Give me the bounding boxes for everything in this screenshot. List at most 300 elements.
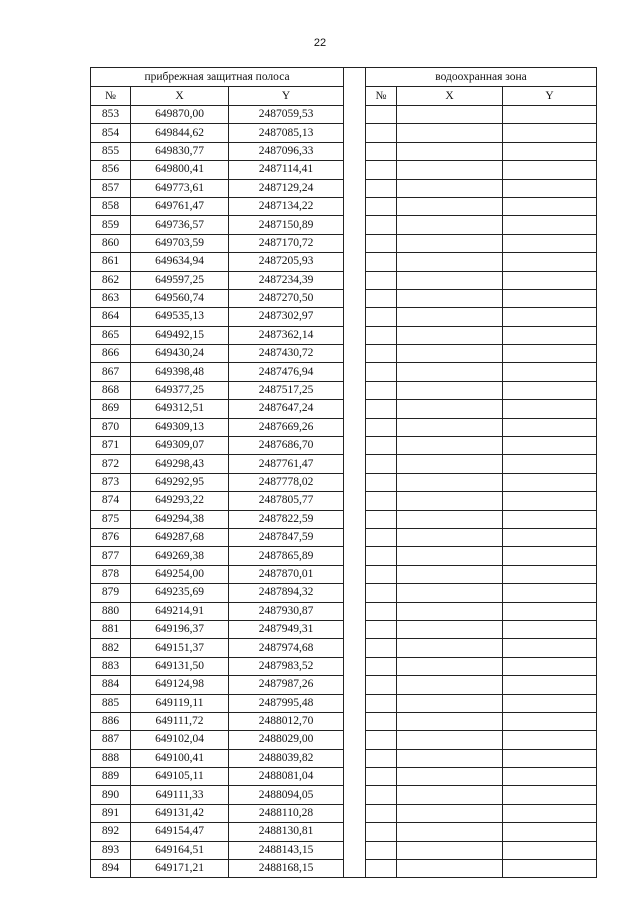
empty-x-cell [397, 179, 503, 197]
right-header-y: Y [503, 87, 597, 106]
empty-x-cell [397, 161, 503, 179]
column-separator [344, 860, 366, 878]
table-row [91, 712, 597, 730]
empty-y-cell [503, 345, 597, 363]
empty-x-cell [397, 749, 503, 767]
empty-x-cell [397, 768, 503, 786]
empty-x-cell [397, 473, 503, 491]
table-row [91, 381, 597, 399]
empty-y-cell [503, 197, 597, 215]
point-number-cell: 893 [91, 841, 131, 859]
y-coordinate-cell: 2487085,13 [229, 124, 344, 142]
empty-number-cell [366, 437, 397, 455]
table-row [91, 197, 597, 215]
column-separator [344, 418, 366, 436]
point-number-cell: 875 [91, 510, 131, 528]
point-number-cell: 885 [91, 694, 131, 712]
y-coordinate-cell: 2487129,24 [229, 179, 344, 197]
y-coordinate-cell: 2488094,05 [229, 786, 344, 804]
x-coordinate-cell: 649298,43 [131, 455, 229, 473]
y-coordinate-cell: 2487847,59 [229, 528, 344, 546]
empty-y-cell [503, 381, 597, 399]
x-coordinate-cell: 649773,61 [131, 179, 229, 197]
right-header-x: X [397, 87, 503, 106]
empty-y-cell [503, 804, 597, 822]
table-row [91, 676, 597, 694]
empty-number-cell [366, 308, 397, 326]
table-row [91, 584, 597, 602]
y-coordinate-cell: 2488168,15 [229, 860, 344, 878]
empty-y-cell [503, 326, 597, 344]
empty-x-cell [397, 437, 503, 455]
x-coordinate-cell: 649703,59 [131, 234, 229, 252]
x-coordinate-cell: 649634,94 [131, 253, 229, 271]
point-number-cell: 853 [91, 106, 131, 124]
table-row [91, 179, 597, 197]
empty-y-cell [503, 216, 597, 234]
empty-number-cell [366, 584, 397, 602]
table-row [91, 455, 597, 473]
table-row [91, 492, 597, 510]
table-row [91, 289, 597, 307]
y-coordinate-cell: 2487270,50 [229, 289, 344, 307]
y-coordinate-cell: 2487134,22 [229, 197, 344, 215]
table-row [91, 768, 597, 786]
empty-number-cell [366, 492, 397, 510]
empty-x-cell [397, 216, 503, 234]
empty-x-cell [397, 197, 503, 215]
empty-number-cell [366, 676, 397, 694]
point-number-cell: 860 [91, 234, 131, 252]
column-header-row [91, 87, 597, 106]
x-coordinate-cell: 649293,22 [131, 492, 229, 510]
empty-number-cell [366, 528, 397, 546]
empty-y-cell [503, 271, 597, 289]
empty-y-cell [503, 528, 597, 546]
point-number-cell: 868 [91, 381, 131, 399]
empty-number-cell [366, 253, 397, 271]
empty-number-cell [366, 271, 397, 289]
y-coordinate-cell: 2487302,97 [229, 308, 344, 326]
y-coordinate-cell: 2487362,14 [229, 326, 344, 344]
column-separator [344, 253, 366, 271]
column-separator [344, 289, 366, 307]
point-number-cell: 865 [91, 326, 131, 344]
empty-number-cell [366, 326, 397, 344]
column-separator [344, 87, 366, 106]
empty-number-cell [366, 768, 397, 786]
column-separator [344, 547, 366, 565]
table-row [91, 142, 597, 160]
y-coordinate-cell: 2488012,70 [229, 712, 344, 730]
empty-number-cell [366, 455, 397, 473]
column-separator [344, 308, 366, 326]
point-number-cell: 882 [91, 639, 131, 657]
column-separator [344, 768, 366, 786]
empty-x-cell [397, 455, 503, 473]
column-separator [344, 657, 366, 675]
x-coordinate-cell: 649151,37 [131, 639, 229, 657]
column-separator [344, 106, 366, 124]
x-coordinate-cell: 649560,74 [131, 289, 229, 307]
x-coordinate-cell: 649196,37 [131, 620, 229, 638]
empty-y-cell [503, 694, 597, 712]
column-separator [344, 823, 366, 841]
right-section-title: водоохранная зона [366, 68, 597, 87]
empty-x-cell [397, 400, 503, 418]
table-row [91, 418, 597, 436]
x-coordinate-cell: 649597,25 [131, 271, 229, 289]
point-number-cell: 894 [91, 860, 131, 878]
empty-number-cell [366, 124, 397, 142]
x-coordinate-cell: 649102,04 [131, 731, 229, 749]
empty-x-cell [397, 345, 503, 363]
point-number-cell: 862 [91, 271, 131, 289]
empty-number-cell [366, 400, 397, 418]
empty-number-cell [366, 804, 397, 822]
empty-x-cell [397, 418, 503, 436]
empty-number-cell [366, 510, 397, 528]
empty-x-cell [397, 381, 503, 399]
column-separator [344, 565, 366, 583]
x-coordinate-cell: 649430,24 [131, 345, 229, 363]
x-coordinate-cell: 649736,57 [131, 216, 229, 234]
x-coordinate-cell: 649535,13 [131, 308, 229, 326]
column-separator [344, 804, 366, 822]
empty-y-cell [503, 492, 597, 510]
column-separator [344, 197, 366, 215]
x-coordinate-cell: 649154,47 [131, 823, 229, 841]
y-coordinate-cell: 2487647,24 [229, 400, 344, 418]
empty-number-cell [366, 216, 397, 234]
table-row [91, 860, 597, 878]
x-coordinate-cell: 649254,00 [131, 565, 229, 583]
x-coordinate-cell: 649111,72 [131, 712, 229, 730]
empty-x-cell [397, 234, 503, 252]
empty-y-cell [503, 473, 597, 491]
table-row [91, 804, 597, 822]
x-coordinate-cell: 649800,41 [131, 161, 229, 179]
y-coordinate-cell: 2488029,00 [229, 731, 344, 749]
left-header-y: Y [229, 87, 344, 106]
point-number-cell: 887 [91, 731, 131, 749]
empty-y-cell [503, 124, 597, 142]
x-coordinate-cell: 649292,95 [131, 473, 229, 491]
point-number-cell: 892 [91, 823, 131, 841]
empty-y-cell [503, 860, 597, 878]
point-number-cell: 867 [91, 363, 131, 381]
empty-x-cell [397, 584, 503, 602]
table-row [91, 363, 597, 381]
table-row [91, 547, 597, 565]
column-separator [344, 731, 366, 749]
empty-x-cell [397, 253, 503, 271]
empty-x-cell [397, 271, 503, 289]
x-coordinate-cell: 649269,38 [131, 547, 229, 565]
x-coordinate-cell: 649870,00 [131, 106, 229, 124]
table-row [91, 216, 597, 234]
empty-y-cell [503, 308, 597, 326]
column-separator [344, 68, 366, 87]
point-number-cell: 888 [91, 749, 131, 767]
y-coordinate-cell: 2487949,31 [229, 620, 344, 638]
point-number-cell: 863 [91, 289, 131, 307]
empty-x-cell [397, 786, 503, 804]
x-coordinate-cell: 649830,77 [131, 142, 229, 160]
point-number-cell: 878 [91, 565, 131, 583]
point-number-cell: 854 [91, 124, 131, 142]
empty-number-cell [366, 418, 397, 436]
table-row [91, 437, 597, 455]
empty-x-cell [397, 289, 503, 307]
table-row [91, 657, 597, 675]
empty-y-cell [503, 363, 597, 381]
x-coordinate-cell: 649312,51 [131, 400, 229, 418]
column-separator [344, 234, 366, 252]
empty-x-cell [397, 639, 503, 657]
empty-y-cell [503, 786, 597, 804]
x-coordinate-cell: 649492,15 [131, 326, 229, 344]
empty-y-cell [503, 676, 597, 694]
empty-number-cell [366, 547, 397, 565]
point-number-cell: 870 [91, 418, 131, 436]
empty-x-cell [397, 547, 503, 565]
empty-y-cell [503, 841, 597, 859]
empty-y-cell [503, 712, 597, 730]
x-coordinate-cell: 649235,69 [131, 584, 229, 602]
left-section-title: прибрежная защитная полоса [91, 68, 344, 87]
x-coordinate-cell: 649761,47 [131, 197, 229, 215]
empty-x-cell [397, 823, 503, 841]
table-row [91, 308, 597, 326]
empty-x-cell [397, 565, 503, 583]
x-coordinate-cell: 649131,50 [131, 657, 229, 675]
empty-y-cell [503, 161, 597, 179]
table-row [91, 400, 597, 418]
column-separator [344, 161, 366, 179]
point-number-cell: 864 [91, 308, 131, 326]
column-separator [344, 381, 366, 399]
column-separator [344, 492, 366, 510]
x-coordinate-cell: 649100,41 [131, 749, 229, 767]
y-coordinate-cell: 2487894,32 [229, 584, 344, 602]
empty-y-cell [503, 400, 597, 418]
right-header-number: № [366, 87, 397, 106]
table-row [91, 345, 597, 363]
point-number-cell: 869 [91, 400, 131, 418]
empty-y-cell [503, 768, 597, 786]
y-coordinate-cell: 2487059,53 [229, 106, 344, 124]
x-coordinate-cell: 649287,68 [131, 528, 229, 546]
table-row [91, 841, 597, 859]
y-coordinate-cell: 2488110,28 [229, 804, 344, 822]
column-separator [344, 676, 366, 694]
table-row [91, 326, 597, 344]
column-separator [344, 749, 366, 767]
column-separator [344, 620, 366, 638]
section-header-row [91, 68, 597, 87]
y-coordinate-cell: 2488039,82 [229, 749, 344, 767]
column-separator [344, 510, 366, 528]
point-number-cell: 877 [91, 547, 131, 565]
empty-y-cell [503, 823, 597, 841]
empty-x-cell [397, 676, 503, 694]
y-coordinate-cell: 2487686,70 [229, 437, 344, 455]
column-separator [344, 326, 366, 344]
empty-x-cell [397, 804, 503, 822]
y-coordinate-cell: 2488143,15 [229, 841, 344, 859]
empty-x-cell [397, 712, 503, 730]
y-coordinate-cell: 2487974,68 [229, 639, 344, 657]
empty-number-cell [366, 473, 397, 491]
empty-x-cell [397, 528, 503, 546]
empty-number-cell [366, 234, 397, 252]
y-coordinate-cell: 2487778,02 [229, 473, 344, 491]
empty-y-cell [503, 620, 597, 638]
empty-y-cell [503, 289, 597, 307]
empty-number-cell [366, 712, 397, 730]
empty-y-cell [503, 749, 597, 767]
table-row [91, 694, 597, 712]
empty-y-cell [503, 418, 597, 436]
x-coordinate-cell: 649119,11 [131, 694, 229, 712]
x-coordinate-cell: 649398,48 [131, 363, 229, 381]
y-coordinate-cell: 2487476,94 [229, 363, 344, 381]
column-separator [344, 712, 366, 730]
table-row [91, 510, 597, 528]
point-number-cell: 859 [91, 216, 131, 234]
table-row [91, 234, 597, 252]
y-coordinate-cell: 2487150,89 [229, 216, 344, 234]
empty-y-cell [503, 455, 597, 473]
y-coordinate-cell: 2487865,89 [229, 547, 344, 565]
empty-x-cell [397, 731, 503, 749]
table-row [91, 124, 597, 142]
table-row [91, 253, 597, 271]
empty-number-cell [366, 197, 397, 215]
empty-number-cell [366, 381, 397, 399]
point-number-cell: 855 [91, 142, 131, 160]
point-number-cell: 873 [91, 473, 131, 491]
y-coordinate-cell: 2487761,47 [229, 455, 344, 473]
y-coordinate-cell: 2488130,81 [229, 823, 344, 841]
column-separator [344, 345, 366, 363]
y-coordinate-cell: 2487805,77 [229, 492, 344, 510]
empty-x-cell [397, 860, 503, 878]
x-coordinate-cell: 649164,51 [131, 841, 229, 859]
point-number-cell: 874 [91, 492, 131, 510]
empty-y-cell [503, 510, 597, 528]
point-number-cell: 871 [91, 437, 131, 455]
table-row [91, 620, 597, 638]
table-row [91, 473, 597, 491]
point-number-cell: 881 [91, 620, 131, 638]
empty-y-cell [503, 639, 597, 657]
empty-number-cell [366, 786, 397, 804]
empty-x-cell [397, 602, 503, 620]
empty-y-cell [503, 584, 597, 602]
empty-y-cell [503, 253, 597, 271]
empty-x-cell [397, 363, 503, 381]
y-coordinate-cell: 2487930,87 [229, 602, 344, 620]
point-number-cell: 857 [91, 179, 131, 197]
empty-number-cell [366, 694, 397, 712]
empty-y-cell [503, 731, 597, 749]
empty-y-cell [503, 179, 597, 197]
point-number-cell: 866 [91, 345, 131, 363]
empty-number-cell [366, 161, 397, 179]
empty-x-cell [397, 694, 503, 712]
empty-y-cell [503, 565, 597, 583]
page-number: 22 [313, 37, 327, 49]
point-number-cell: 890 [91, 786, 131, 804]
column-separator [344, 473, 366, 491]
table-row [91, 602, 597, 620]
empty-number-cell [366, 106, 397, 124]
y-coordinate-cell: 2487669,26 [229, 418, 344, 436]
empty-number-cell [366, 602, 397, 620]
empty-x-cell [397, 308, 503, 326]
column-separator [344, 786, 366, 804]
empty-number-cell [366, 841, 397, 859]
y-coordinate-cell: 2487987,26 [229, 676, 344, 694]
table-row [91, 106, 597, 124]
x-coordinate-cell: 649124,98 [131, 676, 229, 694]
empty-number-cell [366, 860, 397, 878]
point-number-cell: 876 [91, 528, 131, 546]
column-separator [344, 437, 366, 455]
column-separator [344, 400, 366, 418]
table-row [91, 528, 597, 546]
point-number-cell: 880 [91, 602, 131, 620]
column-separator [344, 455, 366, 473]
x-coordinate-cell: 649294,38 [131, 510, 229, 528]
table-row [91, 823, 597, 841]
x-coordinate-cell: 649377,25 [131, 381, 229, 399]
point-number-cell: 884 [91, 676, 131, 694]
empty-number-cell [366, 179, 397, 197]
column-separator [344, 584, 366, 602]
empty-y-cell [503, 657, 597, 675]
y-coordinate-cell: 2487870,01 [229, 565, 344, 583]
table-row [91, 749, 597, 767]
empty-y-cell [503, 547, 597, 565]
empty-y-cell [503, 142, 597, 160]
empty-y-cell [503, 602, 597, 620]
table-row [91, 786, 597, 804]
column-separator [344, 528, 366, 546]
point-number-cell: 889 [91, 768, 131, 786]
y-coordinate-cell: 2487822,59 [229, 510, 344, 528]
empty-y-cell [503, 106, 597, 124]
empty-number-cell [366, 363, 397, 381]
point-number-cell: 861 [91, 253, 131, 271]
point-number-cell: 891 [91, 804, 131, 822]
column-separator [344, 142, 366, 160]
table-row [91, 161, 597, 179]
y-coordinate-cell: 2487995,48 [229, 694, 344, 712]
y-coordinate-cell: 2487430,72 [229, 345, 344, 363]
y-coordinate-cell: 2487096,33 [229, 142, 344, 160]
x-coordinate-cell: 649111,33 [131, 786, 229, 804]
column-separator [344, 363, 366, 381]
empty-y-cell [503, 437, 597, 455]
table-row [91, 731, 597, 749]
point-number-cell: 858 [91, 197, 131, 215]
x-coordinate-cell: 649214,91 [131, 602, 229, 620]
point-number-cell: 886 [91, 712, 131, 730]
x-coordinate-cell: 649171,21 [131, 860, 229, 878]
